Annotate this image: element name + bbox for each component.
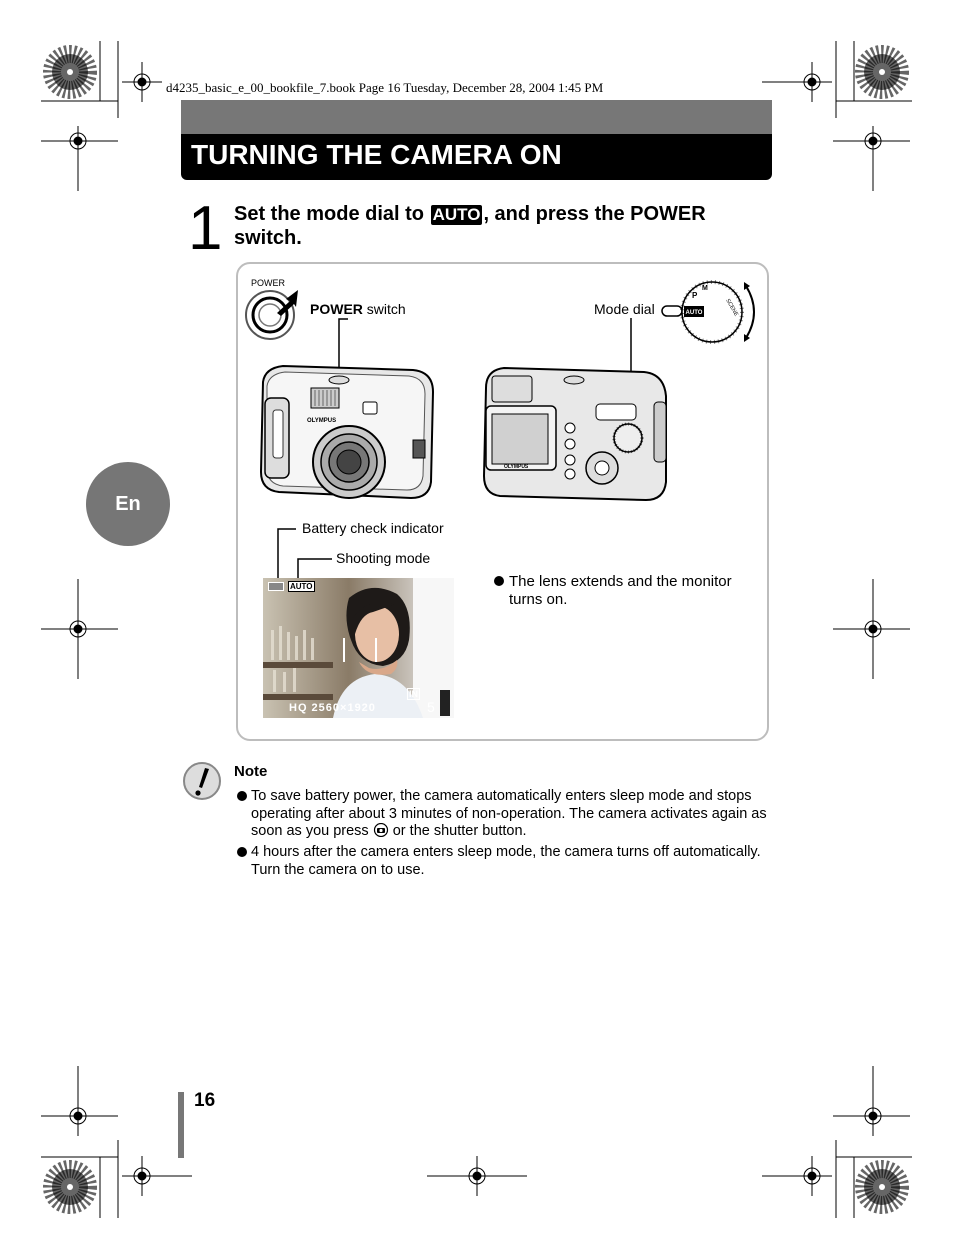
note-exclamation-icon <box>181 760 223 802</box>
lcd-dark-strip <box>440 690 450 716</box>
dial-auto-text: AUTO <box>685 310 703 316</box>
lens-note-text: The lens extends and the monitor turns on. <box>509 573 732 608</box>
step-instruction <box>234 202 779 250</box>
power-switch-bold: POWER <box>310 301 363 317</box>
shooting-mode-label: Shooting mode <box>336 550 431 566</box>
page-title: TURNING THE CAMERA ON <box>191 139 562 170</box>
power-switch-label <box>310 301 406 317</box>
camera-brand-back: OLYMPUS <box>504 464 529 470</box>
bullet-icon <box>494 576 504 586</box>
note-item-text-1b: or the shutter button. <box>388 823 527 839</box>
lcd-focus-brackets <box>343 638 377 662</box>
dial-scene-text: SCENE <box>724 298 739 318</box>
language-tab: En <box>86 462 170 546</box>
page-number: 16 <box>194 1090 216 1111</box>
lcd-quality: HQ 2560×1920 <box>289 702 376 714</box>
lcd-count: 5 <box>427 699 435 715</box>
lcd-card-icon: IN <box>409 689 418 699</box>
title-bar <box>181 134 772 180</box>
note-title: Note <box>234 763 268 780</box>
svg-text:M: M <box>702 285 708 292</box>
power-icon-label: POWER <box>251 278 286 288</box>
camera-back-icon <box>478 362 674 504</box>
lcd-auto-icon: AUTO <box>290 582 313 591</box>
step-text-after: , and press the POWER switch. <box>234 203 706 249</box>
power-switch-rest: switch <box>362 301 406 317</box>
lcd-battery-icon <box>268 582 284 591</box>
battery-check-label: Battery check indicator <box>302 520 444 536</box>
bullet-icon <box>237 847 247 857</box>
shooting-button-icon <box>373 823 389 837</box>
mode-dial-icon <box>658 280 762 350</box>
step-text-before: Set the mode dial to <box>234 203 430 225</box>
title-bar-top <box>181 100 772 134</box>
note-item <box>237 788 777 841</box>
note-item-text-2: 4 hours after the camera enters sleep mode, the camera turns off automatically. Turn the camera on to use. <box>251 844 761 878</box>
step-number: 1 <box>188 194 223 263</box>
camera-brand-front: OLYMPUS <box>307 418 337 424</box>
svg-text:P: P <box>692 291 698 300</box>
note-item <box>237 844 777 879</box>
lens-note <box>494 573 754 609</box>
power-button-icon <box>244 288 300 342</box>
page-number-bar <box>178 1092 184 1158</box>
lcd-preview <box>263 578 454 718</box>
note-item-text-1a: To save battery power, the camera automatically enters sleep mode and stops operating after about 3 minutes of non-operation. The camera activates again as soon as you press <box>251 788 767 839</box>
print-header: d4235_basic_e_00_bookfile_7.book Page 16 Tuesday, December 28, 2004 1:45 PM <box>166 80 604 95</box>
bullet-icon <box>237 791 247 801</box>
mode-dial-label: Mode dial <box>594 301 655 317</box>
auto-mode-label: AUTO <box>432 205 481 224</box>
camera-front-icon <box>253 362 437 502</box>
